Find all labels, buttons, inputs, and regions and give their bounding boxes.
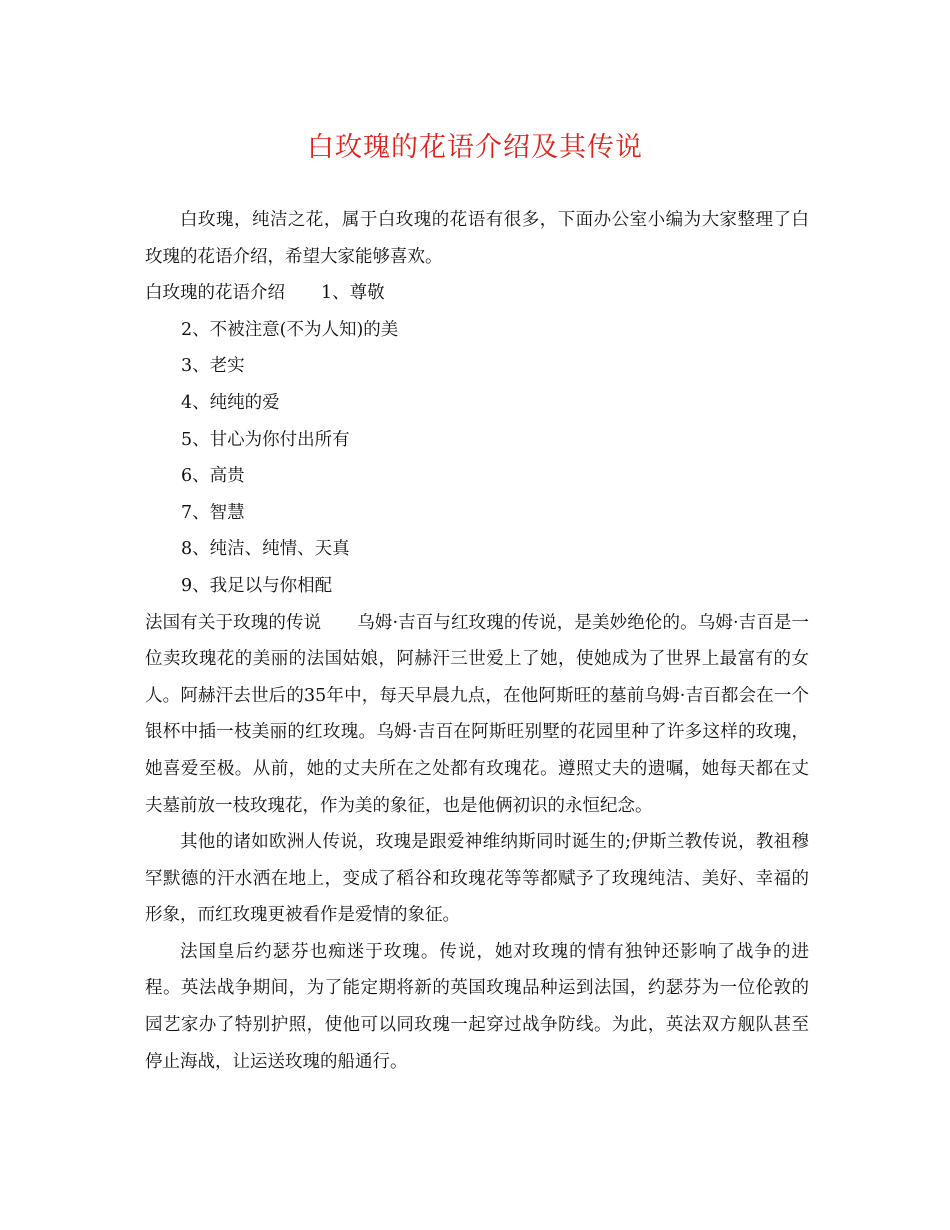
josephine-paragraph: 法国皇后约瑟芬也痴迷于玫瑰。传说，她对玫瑰的情有独钟还影响了战争的进程。英法战争期间，为了能定期将新的英国玫瑰品种运到法国，约瑟芬为一位伦敦的园艺家办了特别护照，使他可以同玫瑰一起穿过战争防线。为此，英法双方舰队甚至停止海战，让运送玫瑰的船通行。 bbox=[145, 941, 809, 1072]
list-item: 8、纯洁、纯情、天真 bbox=[181, 539, 350, 560]
list-item: 9、我足以与你相配 bbox=[181, 575, 333, 596]
document-body bbox=[145, 202, 809, 1080]
list-item: 1、尊敬 bbox=[321, 283, 385, 304]
legend-label: 法国有关于玫瑰的传说 bbox=[145, 612, 322, 633]
europe-legend-paragraph: 其他的诸如欧洲人传说，玫瑰是跟爱神维纳斯同时诞生的;伊斯兰教传说，教祖穆罕默德的汗水洒在地上，变成了稻谷和玫瑰花等等都赋予了玫瑰纯洁、美好、幸福的形象，而红玫瑰更被看作是爱情的象征。 bbox=[145, 832, 809, 926]
flower-language-label: 白玫瑰的花语介绍 bbox=[145, 283, 285, 304]
list-item: 2、不被注意(不为人知)的美 bbox=[181, 319, 399, 340]
list-item: 7、智慧 bbox=[181, 502, 245, 523]
document-title: 白玫瑰的花语介绍及其传说 bbox=[307, 132, 643, 163]
list-item: 4、纯纯的爱 bbox=[181, 392, 280, 413]
list-item: 6、高贵 bbox=[181, 466, 245, 487]
intro-paragraph: 白玫瑰，纯洁之花，属于白玫瑰的花语有很多，下面办公室小编为大家整理了白玫瑰的花语介绍，希望大家能够喜欢。 bbox=[145, 210, 809, 267]
legend-text: 乌姆·吉百与红玫瑰的传说，是美妙绝伦的。乌姆·吉百是一位卖玫瑰花的美丽的法国姑娘，阿赫汗三世爱上了她，使她成为了世界上最富有的女人。阿赫汗去世后的35年中，每天早晨九点，在他阿斯旺的墓前乌姆·吉百都会在一个银杯中插一枝美丽的红玫瑰。乌姆·吉百在阿斯旺别墅的花园里种了许多这样的玫瑰，她喜爱至极。从前，她的丈夫所在之处都有玫瑰花。遵照丈夫的遗嘱，她每天都在丈夫墓前放一枝玫瑰花，作为美的象征，也是他俩初识的永恒纪念。 bbox=[145, 612, 810, 816]
legend-paragraph bbox=[145, 605, 809, 825]
flower-language-heading-line bbox=[145, 275, 809, 312]
list-item: 3、老实 bbox=[181, 356, 245, 377]
list-item: 5、甘心为你付出所有 bbox=[181, 429, 350, 450]
